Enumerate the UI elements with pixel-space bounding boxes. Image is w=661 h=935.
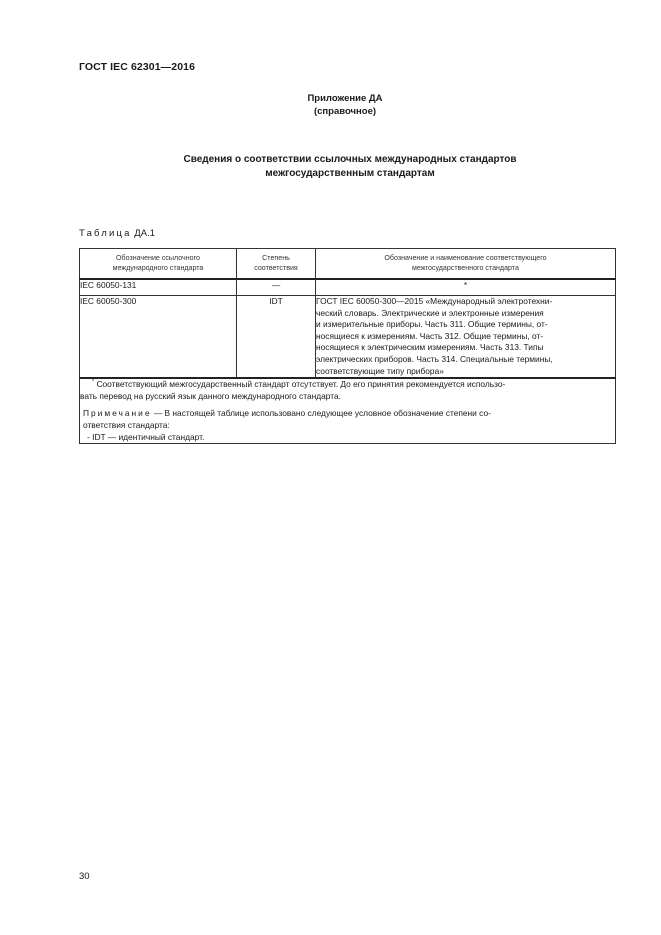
cell-degree: IDT <box>237 296 316 379</box>
column-header-international-standard: Обозначение ссылочного международного стандарта <box>80 249 237 280</box>
table-note <box>83 408 615 443</box>
section-title-line-1: Сведения о соответствии ссылочных международных стандартов <box>183 154 517 165</box>
table-notes <box>80 378 616 443</box>
cell-standard: IEC 60050-131 <box>80 279 237 296</box>
appendix-title: Приложение ДА <box>307 93 383 104</box>
page-number: 30 <box>79 871 90 882</box>
footnote-mark: * <box>92 379 95 386</box>
section-title-line-2: межгосударственным стандартам <box>265 167 435 179</box>
table-row <box>80 279 616 296</box>
table-notes-row <box>80 378 616 443</box>
note-label: Примечание <box>83 408 152 419</box>
note-line-2: ответствия стандарта: <box>83 419 170 430</box>
cell-standard: IEC 60050-300 <box>80 296 237 379</box>
column-header-interstate-standard: Обозначение и наименование соответствующего межгосударственного стандарта <box>316 249 616 280</box>
footnote <box>80 379 615 402</box>
document-code: ГОСТ IEC 62301—2016 <box>79 61 196 73</box>
table-caption-id: ДА.1 <box>134 228 155 239</box>
appendix-heading <box>0 92 661 118</box>
table-header-row <box>80 249 616 280</box>
cell-interstate: * <box>316 279 616 296</box>
footnote-line-2: вать перевод на русский язык данного международного стандарта. <box>80 390 341 401</box>
table-row <box>80 296 616 379</box>
note-line-1: — В настоящей таблице использовано следующее условное обозначение степени со- <box>153 408 491 419</box>
cell-interstate <box>316 296 616 379</box>
interstate-description: ГОСТ IEC 60050-300—2015 «Международный электротехни- ческий словарь. Электрические и электронные измерения и измерительные приборы. Часть 311. Общие термины, от- носящиеся к измерениям. Часть 312. Общие термины, от- носящиеся к электрическим измерениям. Часть 313. Типы электрических приборов. Часть 314. Специальные термины, соответствующие типу прибора» <box>316 296 553 376</box>
footnote-line-1: Соответствующий межгосударственный стандарт отсутствует. До его принятия рекомендуется использо- <box>96 379 506 390</box>
table-caption-word: Таблица <box>79 228 132 239</box>
appendix-subtitle: (справочное) <box>313 106 377 117</box>
section-title <box>0 153 661 180</box>
cell-degree: — <box>237 279 316 296</box>
table-caption <box>79 228 155 239</box>
standards-correspondence-table <box>79 248 616 444</box>
column-header-degree: Степень соответствия <box>237 249 316 280</box>
note-item: - IDT — идентичный стандарт. <box>87 431 205 442</box>
